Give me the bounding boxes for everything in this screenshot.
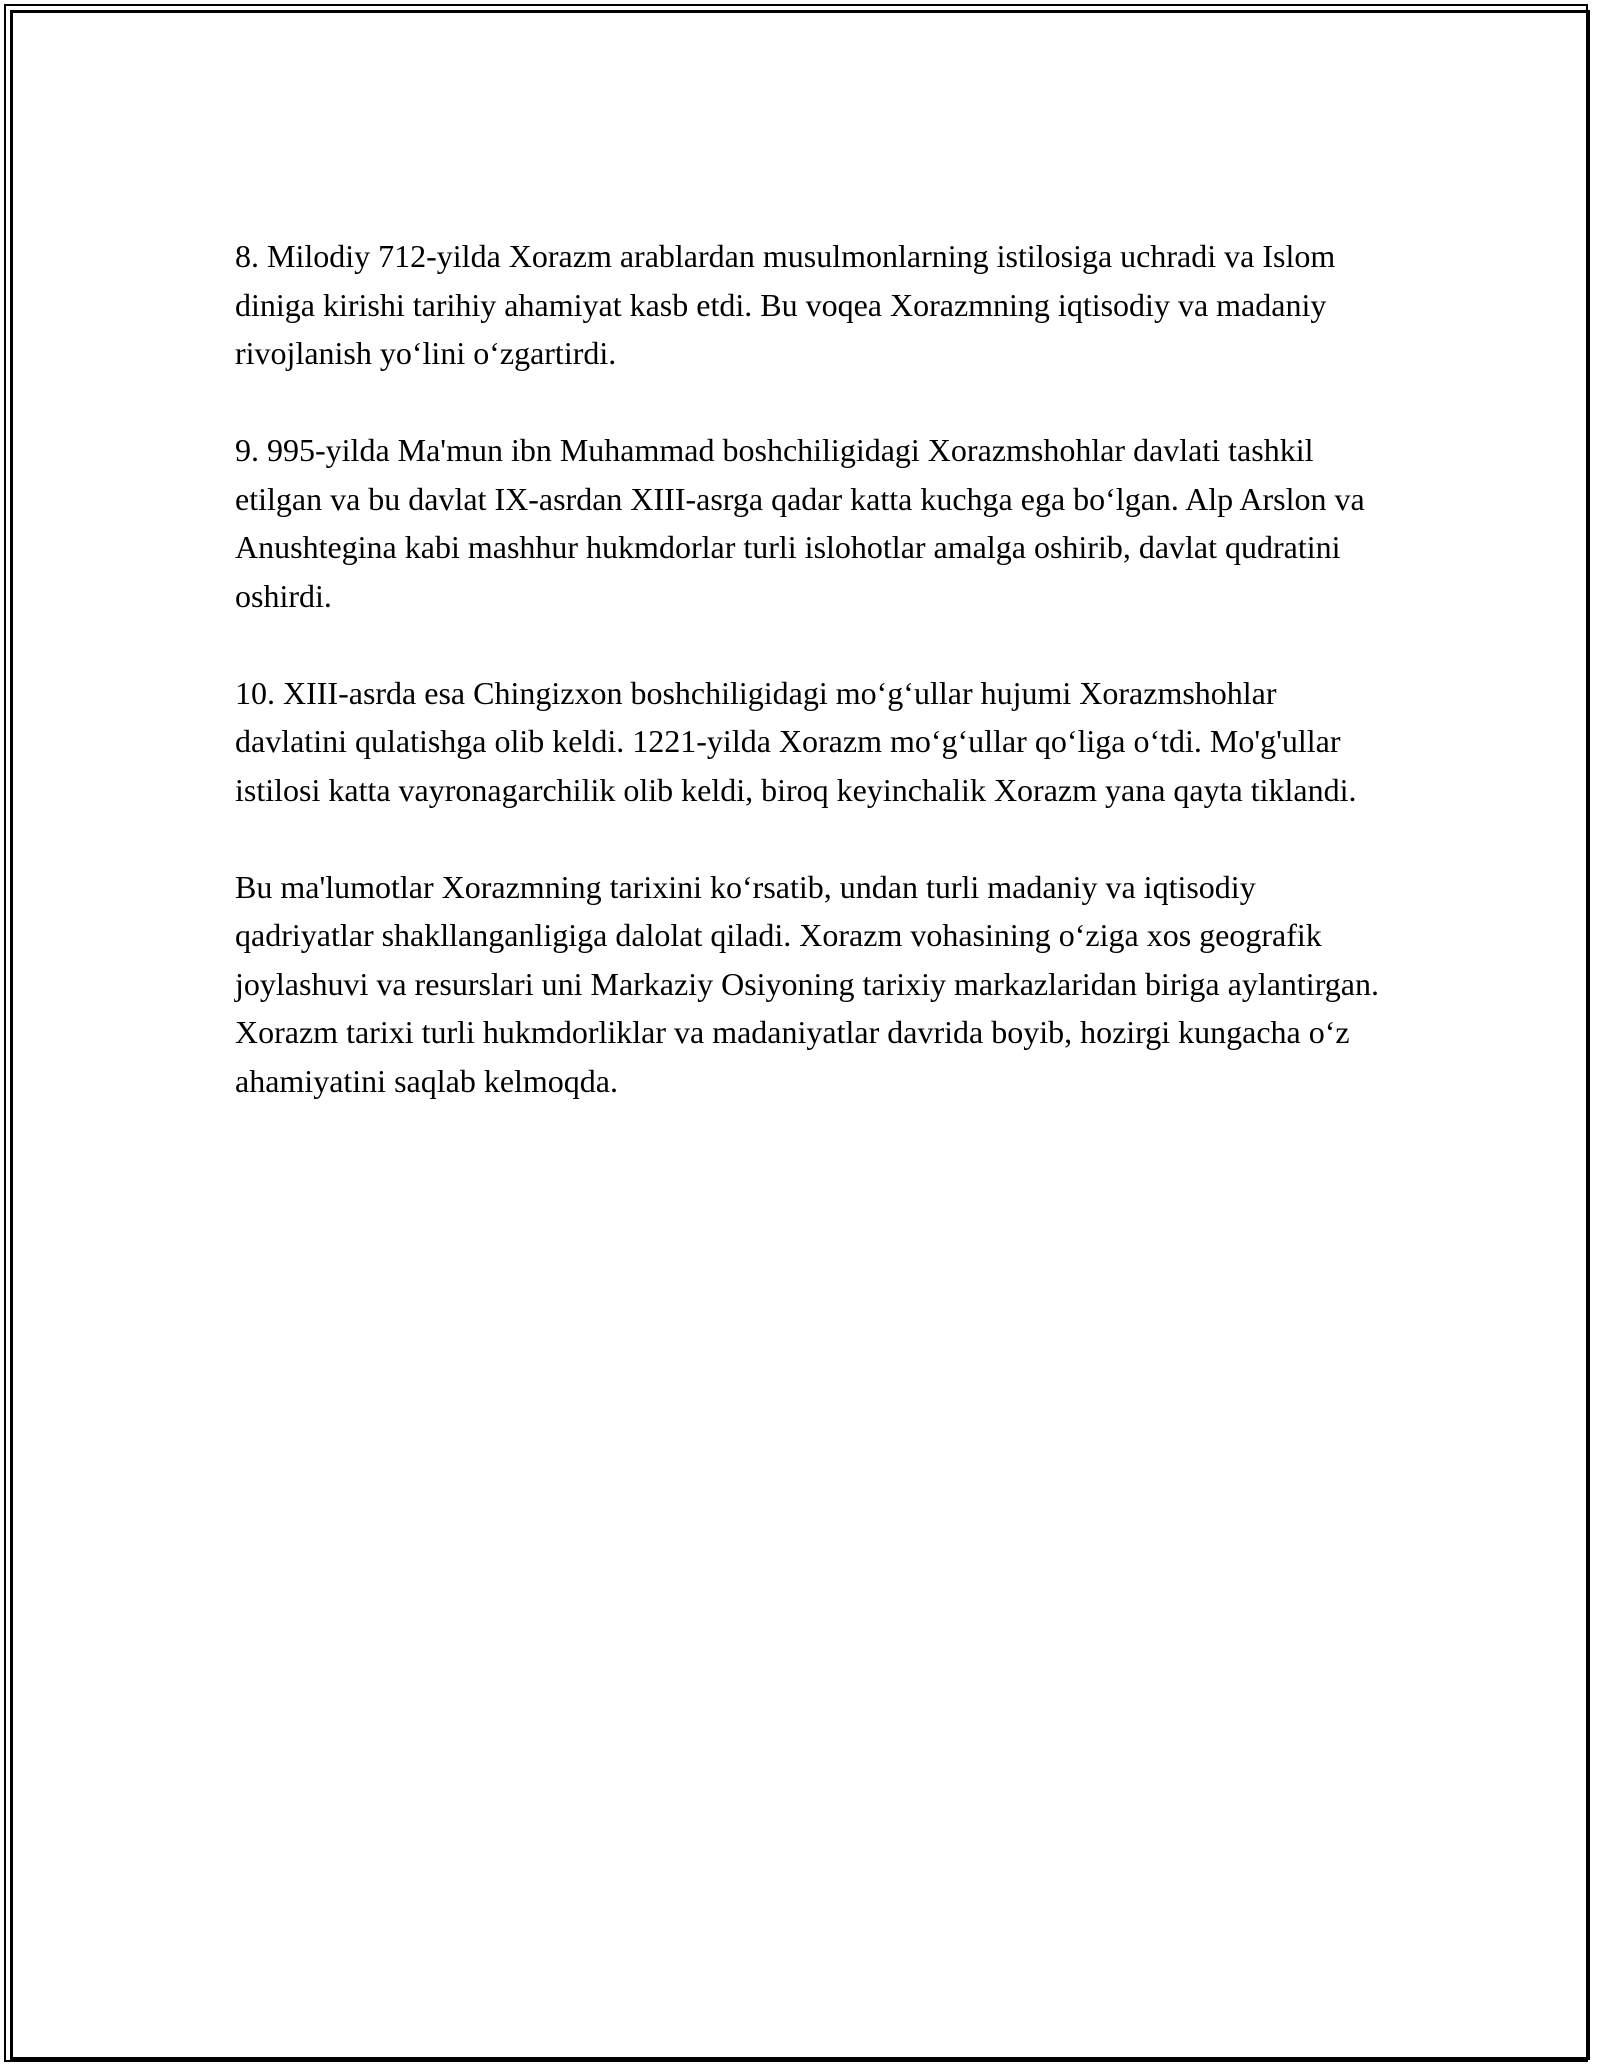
paragraph-item-9: 9. 995-yilda Ma'mun ibn Muhammad boshchiligidagi Xorazmshohlar davlati tashkil etilgan va bu davlat IX-asrdan XIII-asrga qadar katta kuchga ega boʻlgan. Alp Arslon va Anushtegina kabi mashhur hukmdorlar turli islohotlar amalga oshirib, davlat qudratini oshirdi. bbox=[235, 432, 1365, 614]
paragraph-item-10: 10. XIII-asrda esa Chingizxon boshchiligidagi moʻgʻullar hujumi Xorazmshohlar davlatini qulatishga olib keldi. 1221-yilda Xorazm moʻgʻullar qoʻliga oʻtdi. Mo'g'ullar istilosi katta vayronagarchilik olib keldi, biroq keyinchalik Xorazm yana qayta tiklandi. bbox=[235, 674, 1357, 808]
paragraph-item-8: 8. Milodiy 712-yilda Xorazm arablardan musulmonlarning istilosiga uchradi va Islom diniga kirishi tarihiy ahamiyat kasb etdi. Bu voqea Xorazmning iqtisodiy va madaniy rivojlanish yoʻlini oʻzgartirdi. bbox=[235, 238, 1336, 371]
document-body bbox=[235, 232, 1395, 1105]
paragraph-conclusion: Bu ma'lumotlar Xorazmning tarixini koʻrsatib, undan turli madaniy va iqtisodiy qadriyatlar shakllanganligiga dalolat qiladi. Xorazm vohasining oʻziga xos geografik joylashuvi va resurslari uni Markaziy Osiyoning tarixiy markazlaridan biriga aylantirgan. Xorazm tarixi turli hukmdorliklar va madaniyatlar davrida boyib, hozirgi kungacha oʻz ahamiyatini saqlab kelmoqda. bbox=[235, 868, 1379, 1099]
